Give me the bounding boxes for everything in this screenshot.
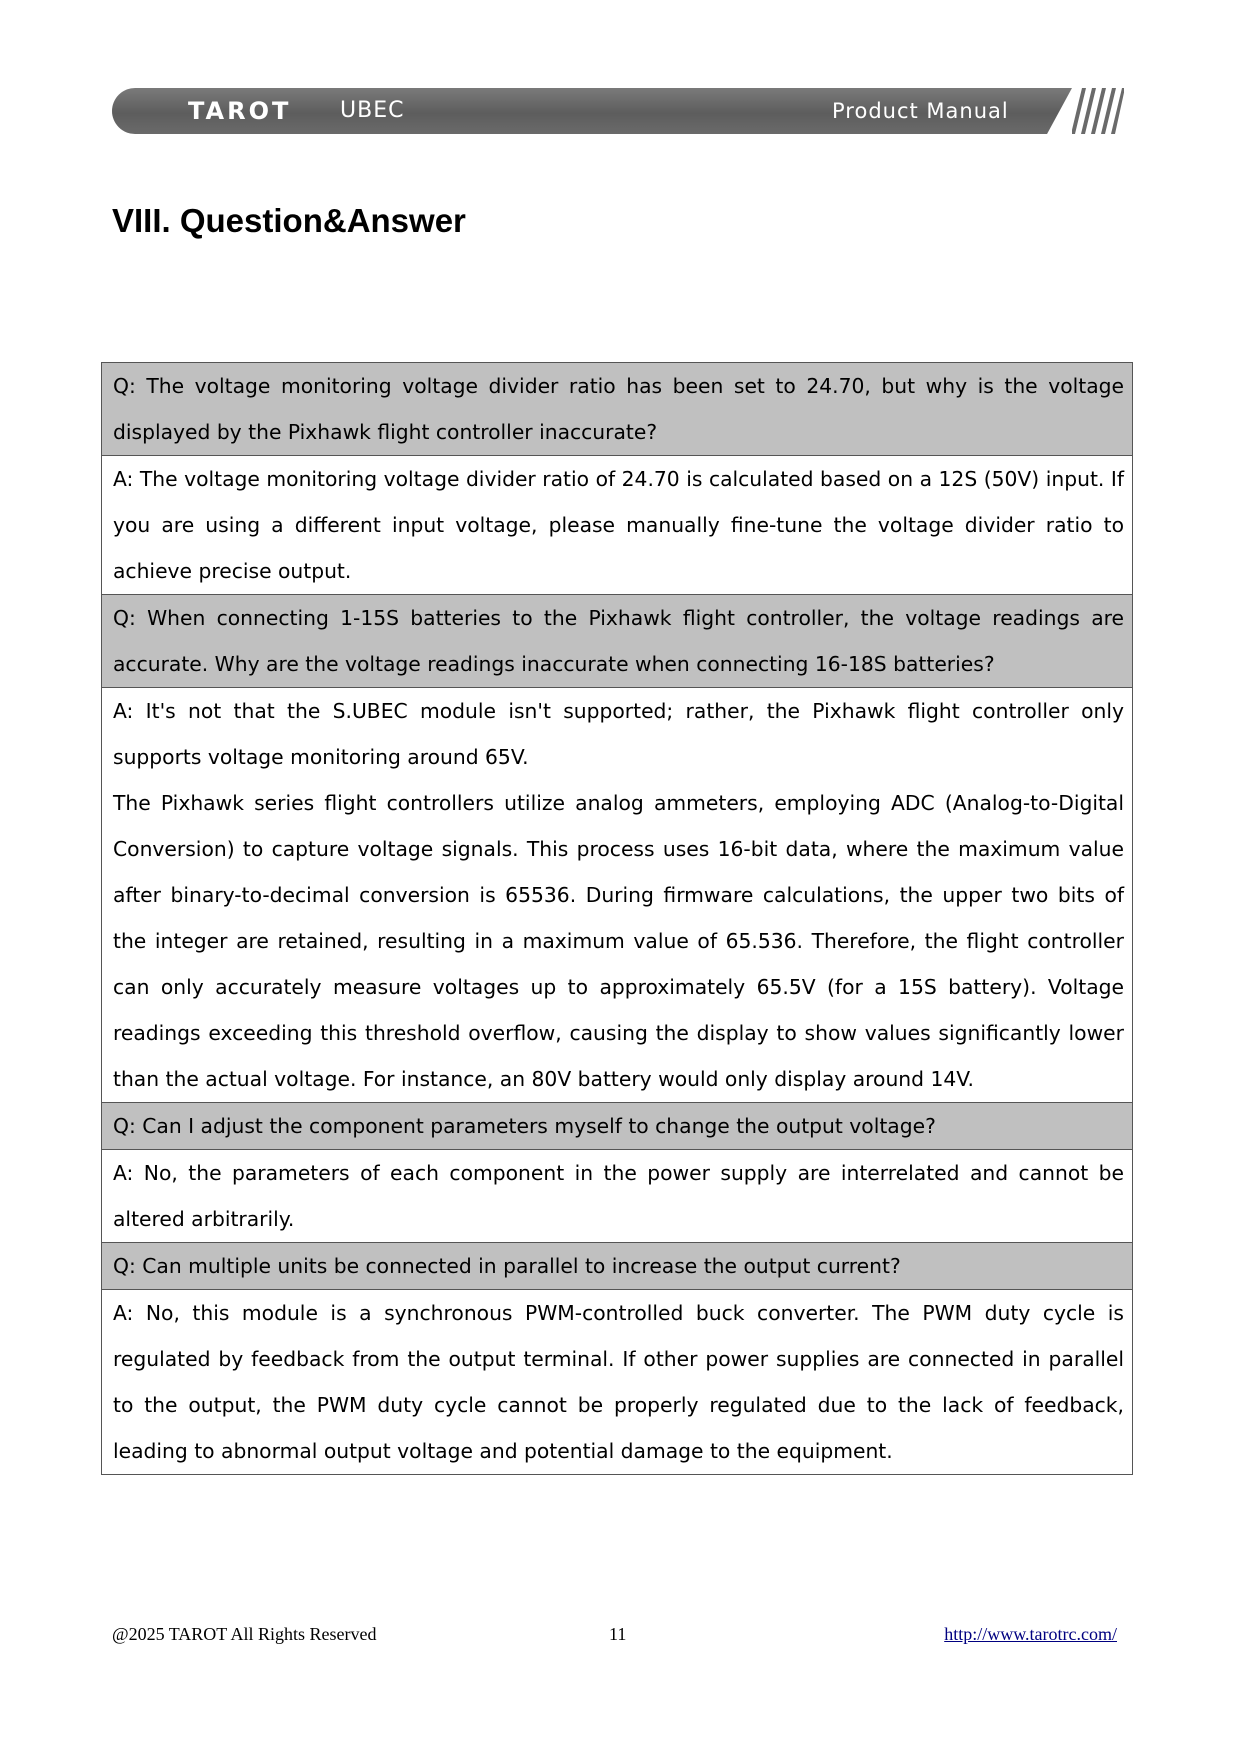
question-row: [102, 595, 1133, 688]
section-title: VIII. Question&Answer: [112, 202, 466, 239]
answer-cell: [102, 1290, 1133, 1475]
footer-copyright: @2025 TAROT All Rights Reserved: [112, 1624, 377, 1644]
answer-paragraph: A: No, the parameters of each component in the power supply are interrelated and cannot be altered arbitrarily.: [113, 1161, 1124, 1231]
answer-cell: [102, 456, 1133, 595]
question-cell: Q: Can multiple units be connected in parallel to increase the output current?: [102, 1243, 1133, 1290]
decorative-slashes-icon: [1072, 88, 1124, 134]
question-row: [102, 1103, 1133, 1150]
answer-paragraph: A: The voltage monitoring voltage divider ratio of 24.70 is calculated based on a 12S (50V) input. If you are using a different input voltage, please manually fine-tune the voltage divider ratio to achieve precise output.: [113, 467, 1124, 583]
website-link[interactable]: http://www.tarotrc.com/: [944, 1624, 1117, 1644]
answer-cell: [102, 688, 1133, 1103]
question-row: [102, 1243, 1133, 1290]
brand-logo: TAROT: [188, 97, 292, 125]
product-name: UBEC: [340, 98, 405, 123]
answer-paragraph: A: It's not that the S.UBEC module isn't supported; rather, the Pixhawk flight controller only supports voltage monitoring around 65V.: [113, 699, 1124, 769]
answer-paragraph: A: No, this module is a synchronous PWM-controlled buck converter. The PWM duty cycle is regulated by feedback from the output terminal. If other power supplies are connected in parallel to the output, the PWM duty cycle cannot be properly regulated due to the lack of feedback, leading to abnormal output voltage and potential damage to the equipment.: [113, 1301, 1124, 1463]
question-cell: Q: Can I adjust the component parameters myself to change the output voltage?: [102, 1103, 1133, 1150]
answer-row: [102, 456, 1133, 595]
answer-row: [102, 1290, 1133, 1475]
page-number: 11: [609, 1624, 627, 1644]
answer-cell: [102, 1150, 1133, 1243]
question-cell: Q: When connecting 1-15S batteries to the Pixhawk flight controller, the voltage readings are accurate. Why are the voltage readings inaccurate when connecting 16-18S batteries?: [102, 595, 1133, 688]
header-banner: [112, 88, 1122, 134]
document-type: Product Manual: [832, 99, 1009, 123]
answer-row: [102, 1150, 1133, 1243]
question-cell: Q: The voltage monitoring voltage divider ratio has been set to 24.70, but why is the voltage displayed by the Pixhawk flight controller inaccurate?: [102, 363, 1133, 456]
question-row: [102, 363, 1133, 456]
answer-paragraph: The Pixhawk series flight controllers utilize analog ammeters, employing ADC (Analog-to-Digital Conversion) to capture voltage signals. This process uses 16-bit data, where the maximum value after binary-to-decimal conversion is 65536. During firmware calculations, the upper two bits of the integer are retained, resulting in a maximum value of 65.536. Therefore, the flight controller can only accurately measure voltages up to approximately 65.5V (for a 15S battery). Voltage readings exceeding this threshold overflow, causing the display to show values significantly lower than the actual voltage. For instance, an 80V battery would only display around 14V.: [113, 791, 1124, 1091]
answer-row: [102, 688, 1133, 1103]
qa-table: [101, 362, 1133, 1475]
